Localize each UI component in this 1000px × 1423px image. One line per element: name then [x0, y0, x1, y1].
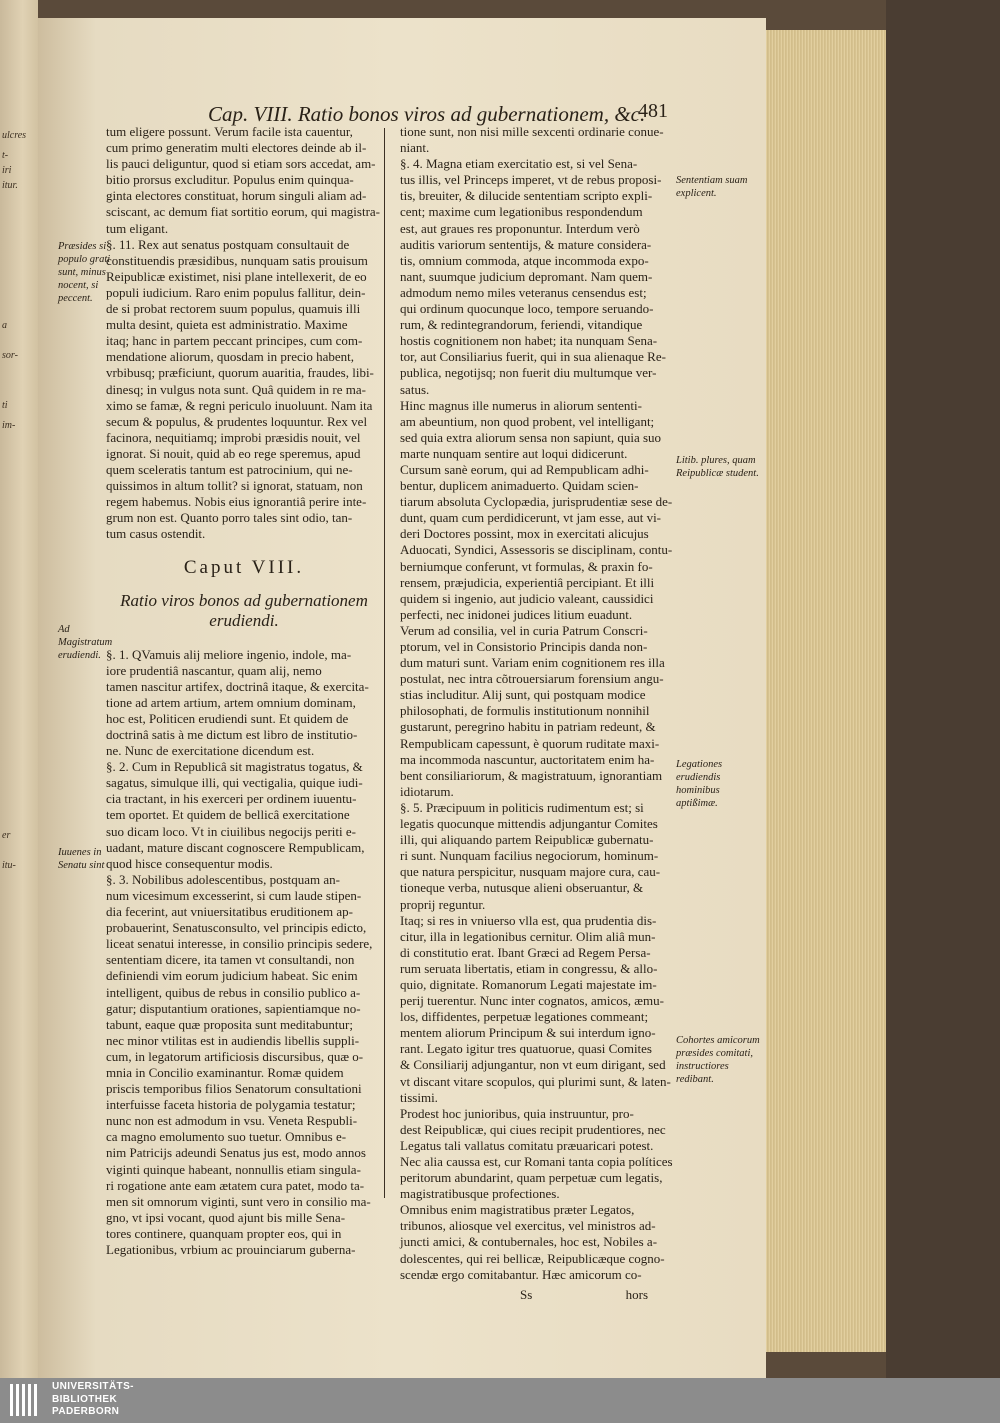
text-line: quem sceleratis tantum est patrocinium, qui ne- [106, 461, 353, 477]
text-line: & Consiliarij adjungantur, non vt eum dirigant, sed [400, 1057, 666, 1073]
chapter-subtitle-line-1: Ratio viros bonos ad gubernationem [120, 590, 368, 610]
text-line: uadant, mature discant cognoscere Rempublicam, [106, 839, 365, 855]
text-line: cum primo generatim multi electores deinde ab il- [106, 140, 367, 156]
text-line: liceat senatui interesse, in consilio principis sedere, [106, 936, 373, 952]
text-line: tum eligere possunt. Verum facile ista cauentur, [106, 124, 353, 139]
text-block-right [400, 124, 676, 1283]
marginal-note-right: Legationes erudiendis hominibus aptißimæ. [676, 759, 723, 809]
text-line: stias includitur. Alij sunt, qui postquam modice [400, 687, 646, 703]
text-line: mnia in Concilio examinantur. Romæ quidem [106, 1064, 344, 1080]
left-page-margin-fragment: itu- [2, 860, 16, 871]
text-line: sciscant, ac demum fiat sortitio eorum, qui magistra- [106, 204, 381, 220]
text-line: magistratibusque profectiones. [400, 1186, 560, 1202]
left-page-margin-fragment: t- [2, 150, 9, 161]
text-line: lis pauci deliguntur, quod si etiam sors accedat, am- [106, 156, 376, 172]
text-line: idiotarum. [400, 783, 454, 799]
text-line: men sit omnorum viginti, sunt vero in consilio ma- [106, 1193, 371, 1209]
text-line: §. 3. Nobilibus adolescentibus, postquam an- [106, 871, 340, 887]
left-page-fragment [0, 0, 38, 1378]
column-rule [384, 128, 385, 1198]
text-line: dunt, quam cum perdidicerunt, vt jam esse, aut vi- [400, 510, 662, 526]
text-line: que natura perspicitur, nusquam majore cura, cau- [400, 864, 661, 880]
text-line: grum non est. Quanto porro tales sint odio, tan- [106, 510, 353, 526]
text-line: cia tractant, in his exerceri per ordinem iuuentu- [106, 791, 357, 807]
text-line: rum seruata libertatis, etiam in congressu, & allo- [400, 960, 658, 976]
text-line: deri Doctores possint, mox in exercitati alicujus [400, 526, 649, 542]
left-page-margin-fragment: a [2, 320, 7, 331]
text-line: tione sunt, non nisi mille sexcenti ordinarie conue- [400, 124, 664, 139]
text-line: rum, & redintegrandorum, feriendi, vitandique [400, 317, 643, 333]
background-right [886, 0, 1000, 1378]
text-line: hostis cognitionem non habet; ita nunquam Sena- [400, 333, 658, 349]
text-line: ginta electores constituat, horum singuli aliam ad- [106, 188, 367, 204]
text-line: sagatus, simulque illi, qui vectigalia, quique iudi- [106, 775, 363, 791]
chapter-heading: Caput VIII. [183, 557, 305, 579]
text-line: am abeuntium, non quod probent, vel intelligant; [400, 413, 655, 429]
text-line: iore prudentiâ nascantur, quam alij, nemo [106, 662, 322, 678]
text-line: rant. Legato igitur tres quatuorue, quasi Comites [400, 1041, 652, 1057]
library-name-line-1: UNIVERSITÄTS- [52, 1381, 134, 1392]
left-page-margin-fragment: iri [2, 165, 12, 176]
text-line: nant, suumque judicium depromant. Nam quem- [400, 268, 653, 284]
text-line: nec minor vtilitas est in audiendis libellis suppli- [106, 1032, 360, 1048]
text-line: populi iudicium. Raro enim populus fallitur, dein- [106, 284, 366, 300]
text-column-left [106, 124, 382, 1258]
text-line: scendæ ergo comitabantur. Hæc amicorum co- [400, 1266, 642, 1282]
running-title: Cap. VIII. Ratio bonos viros ad gubernationem, &c. [208, 102, 646, 126]
text-line: tis, omnium commoda, atque incommoda expo- [400, 252, 649, 268]
chapter-subtitle-line-2: erudiendi. [209, 610, 279, 630]
text-line: interfuisse faceta historia de polygamia testatur; [106, 1097, 356, 1113]
text-line: dolescentes, qui rei bellicæ, Reipublicæque cogno- [400, 1250, 665, 1266]
text-line: doctrinâ satis à me dictum est libro de institutio- [106, 727, 358, 742]
left-page-margin-fragment: ti [2, 400, 8, 411]
left-page-margin-fragment: sor- [2, 350, 18, 361]
text-line: Legatus tali vallatus comitatu præuaricari potest. [400, 1137, 654, 1153]
text-line: perij tuerentur. Nunc inter cognatos, amicos, æmu- [400, 993, 664, 1009]
text-line: ri rogatione ante eam ætatem cura patet, modo ta- [106, 1177, 365, 1193]
text-line: dum maturi sunt. Variam enim cognitionem res illa [400, 655, 665, 671]
text-line: ximo se famæ, & regni periculo inuoluunt. Nam ita [106, 397, 373, 413]
text-line: qui ordinum quocunque loco, tempore seruando- [400, 301, 654, 317]
text-line: priscis temporibus filios Senatorum consultationi [106, 1081, 362, 1097]
marginal-note-right: Sententiam suam explicent. [676, 175, 748, 199]
text-line: sed quia extra aliorum sensa non sapiunt, quia suo [400, 429, 662, 445]
text-line: citur, illa in legationibus cernitur. Olim aliâ mun- [400, 928, 656, 944]
text-line: tor, aut Consiliarius fuerit, qui in sua alienaque Re- [400, 349, 666, 365]
text-line: Hinc magnus ille numerus in aliorum sententi- [400, 397, 642, 413]
text-line: Aduocati, Syndici, Assessoris se disciplinam, contu- [400, 542, 673, 558]
text-line: ma incommoda nascuntur, auctoritatem enim ha- [400, 751, 655, 767]
text-line: definiendi vim eorum judicium habeat. Sic enim [106, 968, 358, 984]
left-page-margin-fragment: im- [2, 420, 16, 431]
text-line: cum, in legatorum artificiosis discursibus, quæ o- [106, 1048, 364, 1064]
text-line: nunc non est admodum in vsu. Veneta Respubli- [106, 1113, 358, 1129]
text-line: tissimi. [400, 1089, 438, 1105]
text-line: Rempublicam capessunt, è quorum ruditate maxi- [400, 735, 660, 751]
text-line: ptorum, vel in Consistorio Principis danda non- [400, 639, 648, 654]
library-name [52, 1381, 134, 1419]
library-footer-bar [0, 1378, 1000, 1423]
marginal-note-right: Litib. plures, quam Reipublicæ student. [676, 455, 759, 479]
text-line: §. 11. Rex aut senatus postquam consultauit de [106, 236, 350, 252]
text-line: tum casus ostendit. [106, 526, 206, 542]
text-line: proprij reguntur. [400, 896, 486, 912]
text-line: suo dicam loco. Vt in ciuilibus negocijs periti e- [106, 823, 356, 839]
marginal-note-left: Ad Magistratum erudiendi. [58, 624, 113, 661]
library-logo-icon [10, 1384, 44, 1416]
text-line: tione ad artem artium, artem omnium dominam, [106, 694, 356, 710]
text-block-left-top [106, 124, 382, 542]
chapter-subtitle [106, 591, 382, 631]
text-line: Legationibus, vrbium ac prouinciarum guberna- [106, 1242, 356, 1257]
text-line: illi, qui aliquando partem Reipublicæ gubernatu- [400, 832, 654, 848]
marginal-note-left: Iuuenes in Senatu sint [58, 847, 105, 871]
text-line: secum & populus, & prudentes loquuntur. Rex vel [106, 413, 368, 429]
text-line: los, diffidentes, perpetuæ legationes commeant; [400, 1009, 649, 1025]
text-line: quidem si ingenio, aut judicio valeant, caussidici [400, 590, 654, 606]
text-line: de si probat rectorem suum populus, quamuis illi [106, 301, 361, 317]
text-line: dia fecerint, aut vniuersitatibus eruditionem ap- [106, 904, 353, 920]
text-line: cent; maxime cum legationibus respondendum [400, 204, 643, 220]
library-name-line-3: PADERBORN [52, 1406, 120, 1417]
text-line: bitio prorsus excluditur. Populus enim quinqua- [106, 172, 354, 188]
text-line: tamen nascitur artifex, doctrinâ itaque, & exercita- [106, 678, 369, 694]
text-line: gustarunt, peregrino habitu in patriam redeunt, & [400, 719, 656, 735]
text-line: satus. [400, 381, 430, 397]
text-line: quissimos in altum tollit? si ignorat, statuam, non [106, 478, 363, 494]
text-line: Cursum sanè eorum, qui ad Rempublicam adhi- [400, 461, 649, 477]
text-line: itaq; hanc in partem peccant principes, cum com- [106, 333, 363, 349]
text-line: ca magno emolumento suo tuetur. Omnibus e- [106, 1129, 347, 1145]
text-line: Prodest hoc junioribus, quia instruuntur, pro- [400, 1105, 634, 1121]
text-line: tum eligant. [106, 220, 169, 236]
text-line: admodum nemo miles veteranus censendus est; [400, 284, 647, 300]
text-line: §. 5. Præcipuum in politicis rudimentum est; si [400, 799, 644, 815]
text-line: berniumque conferunt, vt formulas, & praxin fo- [400, 558, 653, 574]
left-page-margin-fragment: er [2, 830, 11, 841]
text-line: intelligent, quibus de rebus in consilio publico a- [106, 984, 361, 1000]
text-line: gatur; disputantium orationes, sapientiamque no- [106, 1000, 361, 1016]
text-line: §. 1. QVamuis alij meliore ingenio, indole, ma- [106, 646, 352, 662]
text-line: facinora, nequitiamq; improbi præsidis nouit, vel [106, 429, 361, 445]
text-line: multa desint, quieta est administratio. Maxime [106, 317, 348, 333]
text-line: Itaq; si res in vniuerso vlla est, qua prudentia dis- [400, 912, 657, 928]
text-line: num vicesimum excesserint, si cum laude stipen- [106, 887, 362, 903]
text-line: philosophati, de formulis institutionum nonnihil [400, 703, 650, 719]
text-block-left-bottom [106, 647, 382, 1259]
marginal-note-left: Præsides si populo grati sunt, minus nocent, si peccent. [58, 241, 111, 304]
text-line: sententiam dicere, ita tamen vt consultandi, non [106, 952, 355, 968]
text-line: auditis variorum sententijs, & mature considera- [400, 236, 652, 252]
text-line: di constitutio erat. Ibant Græci ad Regem Persa- [400, 944, 651, 960]
marginal-note-right: Cohortes amicorum præsides comitati, instructiores redibant. [676, 1035, 760, 1085]
catchword: hors [625, 1286, 648, 1302]
text-line: legatis quocunque mittendis adjungantur Comites [400, 816, 658, 832]
text-line: §. 2. Cum in Republicâ sit magistratus togatus, & [106, 759, 363, 775]
page-footer-marks [520, 1287, 648, 1303]
text-line: perfecti, nec inidonei judices litium euadunt. [400, 606, 633, 622]
library-name-line-2: BIBLIOTHEK [52, 1393, 118, 1405]
text-line: quio, dignitate. Romanorum Legati majestate im- [400, 976, 657, 992]
text-line: gno, vt ipsi vocant, quod ajunt bis mille Sena- [106, 1209, 346, 1225]
text-line: Verum ad consilia, vel in curia Patrum Conscri- [400, 622, 648, 638]
text-line: hoc est, Politicen erudiendi sunt. Et quidem de [106, 710, 349, 726]
text-line: marte nunquam sentire aut loqui didicerunt. [400, 445, 628, 461]
text-line: bent consiliariorum, & magistratuum, ignorantiam [400, 767, 663, 783]
text-line: tus illis, vel Princeps imperet, vt de rebus proposi- [400, 172, 662, 188]
left-page-margin-fragment: ulcres [2, 130, 27, 141]
text-line: postulat, nec intra cõtrouersiarum forensium angu- [400, 671, 664, 687]
text-line: viginti quinque habeant, nonnullis etiam singula- [106, 1161, 361, 1177]
text-line: quod hisce consequentur modis. [106, 855, 273, 871]
text-line: mendatione aliorum, quosdam in precio habent, [106, 349, 355, 365]
text-line: est, aut graues res proponuntur. Interdum verò [400, 220, 640, 236]
text-column-right [400, 124, 676, 1303]
text-line: constituendis præsidibus, nunquam satis prouisum [106, 252, 368, 268]
text-line: tabunt, eaque quæ proposita sunt meditabuntur; [106, 1016, 353, 1032]
book-page [38, 18, 766, 1378]
text-line: ne. Nunc de exercitatione dicendum est. [106, 743, 315, 759]
text-line: rensem, præjudicia, experientiâ percipiant. Et illi [400, 574, 655, 590]
text-line: tores continere, quanquam propter eos, qui in [106, 1225, 342, 1241]
text-line: Reipublicæ existimet, nisi plane intellexerit, de eo [106, 268, 367, 284]
text-line: tribunos, aliosque vel exercitus, vel ministros ad- [400, 1218, 656, 1234]
text-line: niant. [400, 140, 430, 156]
text-line: nim Patricijs adeundi Senatus jus est, modo annos [106, 1145, 366, 1161]
text-line: publica, negotijsq; non fuerit diu multumque ver- [400, 365, 657, 381]
text-line: dinesq; in vulgus nota sunt. Quâ quidem in re ma- [106, 381, 366, 397]
text-line: bentur, duplicem animaduerto. Quidam scien- [400, 478, 639, 494]
text-line: ri sunt. Nunquam facilius negociorum, hominum- [400, 848, 659, 864]
text-line: §. 4. Magna etiam exercitatio est, si vel Sena- [400, 156, 638, 172]
text-line: tem oportet. Et quidem de bellicâ exercitatione [106, 807, 350, 823]
text-line: ignorat. Si nouit, quid ab eo rege speremus, apud [106, 445, 361, 461]
text-line: regem habemus. Nobis eius ignorantiâ perire inte- [106, 494, 367, 510]
text-line: vt discant vitare scopulos, qui plurimi sunt, & laten- [400, 1073, 671, 1089]
text-line: tioneque verba, nutusque alieni obseruantur, & [400, 880, 644, 896]
book-page-edges [766, 30, 886, 1352]
text-line: tiarum absoluta Cyclopædia, jurisprudentiæ sese de- [400, 494, 673, 510]
signature-mark: Ss [520, 1286, 533, 1302]
text-line: probauerint, Senatusconsulto, vel principis edicto, [106, 920, 367, 936]
left-page-margin-fragment: itur. [2, 180, 18, 191]
text-line: tis, breuiter, & dilucide sententiam scripto expli- [400, 188, 653, 204]
text-line: dest Reipublicæ, qui ciues recipit prudentiores, nec [400, 1121, 666, 1137]
text-line: juncti amici, & contubernales, hoc est, Nobiles a- [400, 1234, 658, 1250]
text-line: Omnibus enim magistratibus præter Legatos, [400, 1202, 635, 1218]
text-line: mentem aliorum Principum & sui interdum igno- [400, 1025, 656, 1041]
text-line: peritorum abundarint, quam perpetuæ cum legatis, [400, 1170, 663, 1186]
page-number: 481 [638, 100, 668, 122]
text-line: vrbibusq; præficiunt, quorum auaritia, fraudes, libi- [106, 365, 374, 381]
text-line: Nec alia caussa est, cur Romani tanta copia polítices [400, 1154, 673, 1169]
